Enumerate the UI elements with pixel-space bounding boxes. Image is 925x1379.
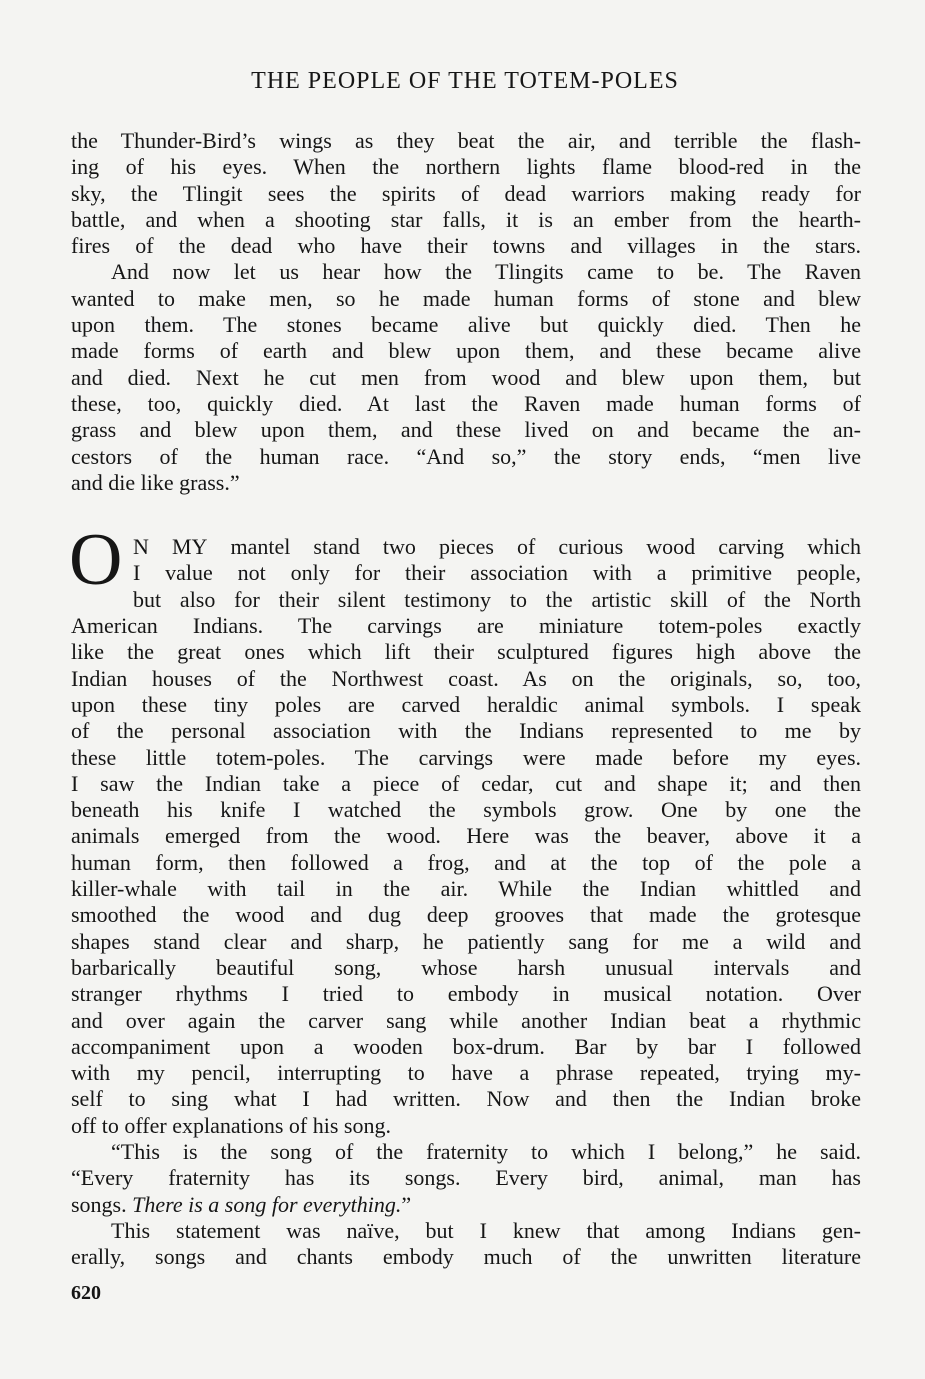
text-line: self to sing what I had written. Now and then the Indian broke xyxy=(71,1086,861,1112)
text-line: with my pencil, interrupting to have a phrase repeated, trying my- xyxy=(71,1060,861,1086)
text-line: the Thunder-Bird’s wings as they beat the air, and terrible the flash- xyxy=(71,128,861,153)
text-line: I value not only for their association with a primitive people, xyxy=(133,560,861,586)
text-line: like the great ones which lift their sculptured figures high above the xyxy=(71,639,861,665)
text-line xyxy=(71,534,861,560)
text-line: accompaniment upon a wooden box-drum. Bar by bar I followed xyxy=(71,1033,861,1059)
text-close-quote: ” xyxy=(401,1191,412,1217)
text-line: and died. Next he cut men from wood and blew upon them, but xyxy=(71,364,861,390)
text-line: I saw the Indian take a piece of cedar, cut and shape it; and then xyxy=(71,770,861,796)
body-text xyxy=(71,128,861,1270)
text-line: erally, songs and chants embody much of the unwritten literature xyxy=(71,1244,861,1270)
section-break xyxy=(71,496,861,534)
text-line: smoothed the wood and dug deep grooves that made the grotesque xyxy=(71,902,861,928)
opening-small-caps: N MY xyxy=(133,534,208,560)
drop-cap: O xyxy=(69,519,123,601)
text-line: shapes stand clear and sharp, he patiently sang for me a wild and xyxy=(71,928,861,954)
text-line: and die like grass.” xyxy=(71,469,240,495)
text-line: “Every fraternity has its songs. Every bird, animal, man has xyxy=(71,1165,861,1191)
text-line: upon them. The stones became alive but quickly died. Then he xyxy=(71,312,861,338)
running-head: THE PEOPLE OF THE TOTEM-POLES xyxy=(251,68,679,94)
text-line: and over again the carver sang while another Indian beat a rhythmic xyxy=(71,1007,861,1033)
text-line: beneath his knife I watched the symbols grow. One by one the xyxy=(71,797,861,823)
text-line: “This is the song of the fraternity to which I belong,” he said. xyxy=(111,1138,861,1164)
text-line: fires of the dead who have their towns and villages in the stars. xyxy=(71,233,861,259)
text-line: And now let us hear how the Tlingits came to be. The Raven xyxy=(111,259,861,285)
text-line: but also for their silent testimony to the artistic skill of the North xyxy=(133,586,861,612)
text-line: sky, the Tlingit sees the spirits of dead warriors making ready for xyxy=(71,180,861,206)
paragraph-statement xyxy=(71,1218,861,1271)
paragraph-tlingit-origin xyxy=(71,259,861,496)
paragraph-mantel-carvings xyxy=(71,534,861,1139)
text-line: wanted to make men, so he made human forms of stone and blew xyxy=(71,285,861,311)
text-line: human form, then followed a frog, and at the top of the pole a xyxy=(71,849,861,875)
text-line: grass and blew upon them, and these lived on and became the an- xyxy=(71,417,861,443)
page-number: 620 xyxy=(71,1282,101,1304)
paragraph-fraternity-song xyxy=(71,1139,861,1218)
text-line: stranger rhythms I tried to embody in musical notation. Over xyxy=(71,981,861,1007)
text-line: barbarically beautiful song, whose harsh unusual intervals and xyxy=(71,954,861,980)
text-line: American Indians. The carvings are miniature totem-poles exactly xyxy=(71,613,861,639)
text-line: these, too, quickly died. At last the Raven made human forms of xyxy=(71,390,861,416)
text-line: made forms of earth and blew upon them, and these became alive xyxy=(71,338,861,364)
text-line: of the personal association with the Indians represented to me by xyxy=(71,718,861,744)
paragraph-continuation xyxy=(71,128,861,259)
text-line: animals emerged from the wood. Here was the beaver, above it a xyxy=(71,823,861,849)
text-line: This statement was naïve, but I knew that among Indians gen- xyxy=(111,1217,861,1243)
text-line: cestors of the human race. “And so,” the story ends, “men live xyxy=(71,443,861,469)
text-line: upon these tiny poles are carved heraldic animal symbols. I speak xyxy=(71,691,861,717)
text-line: Indian houses of the Northwest coast. As on the originals, so, too, xyxy=(71,665,861,691)
text-line: ing of his eyes. When the northern lights flame blood-red in the xyxy=(71,154,861,180)
text-line: battle, and when a shooting star falls, it is an ember from the hearth- xyxy=(71,206,861,232)
text-italic: There is a song for everything. xyxy=(132,1191,402,1217)
text-line: off to offer explanations of his song. xyxy=(71,1112,391,1138)
text-line xyxy=(71,1192,861,1218)
opening-line-rest: mantel stand two pieces of curious wood carving which xyxy=(207,534,861,560)
text-line: killer-whale with tail in the air. While the Indian whittled and xyxy=(71,876,861,902)
text-plain: songs. xyxy=(71,1191,133,1217)
text-line: these little totem-poles. The carvings were made before my eyes. xyxy=(71,744,861,770)
